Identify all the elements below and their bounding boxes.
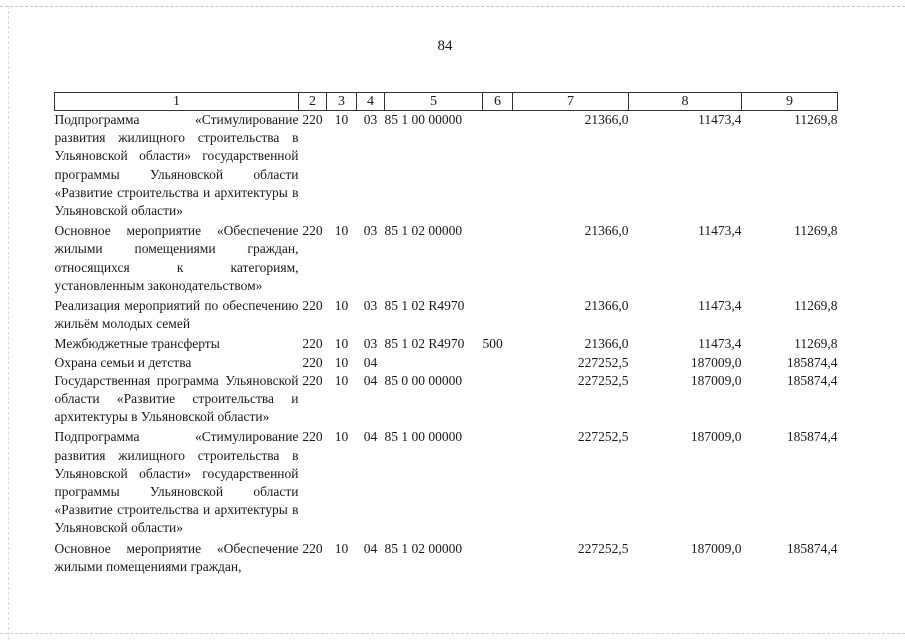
row-subsection-code: 04 bbox=[363, 540, 378, 556]
row-amount-2: 187009,0 bbox=[690, 429, 742, 445]
table-row bbox=[55, 538, 838, 576]
row-amount-2: 11473,4 bbox=[698, 223, 742, 239]
row-name: Реализация мероприятий по обеспечению жильём молодых семей bbox=[54, 298, 299, 332]
row-amount-1: 227252,5 bbox=[577, 429, 629, 445]
row-amount-1: 21366,0 bbox=[584, 336, 629, 352]
row-subsection-code: 03 bbox=[363, 112, 378, 127]
row-name: Основное мероприятие «Обеспечение жилыми помещениями граждан, bbox=[54, 540, 299, 574]
row-name: Подпрограмма «Стимулирование развития жилищного строительства в Ульяновской области» государственной программы Ульяновской области «Развитие строительства и архитектуры в Ульяновской области» bbox=[54, 429, 299, 536]
column-header: 7 bbox=[513, 93, 629, 111]
row-ministry-code: 220 bbox=[302, 336, 323, 352]
row-expense-type bbox=[483, 426, 513, 537]
row-ministry-code: 220 bbox=[302, 223, 323, 239]
row-section-code: 10 bbox=[334, 429, 349, 445]
table-row bbox=[55, 372, 838, 427]
table-row bbox=[55, 220, 838, 295]
column-header: 1 bbox=[55, 93, 299, 111]
row-section-code: 10 bbox=[334, 354, 349, 370]
row-expense-type bbox=[483, 354, 513, 372]
table-row bbox=[55, 333, 838, 353]
row-ministry-code: 220 bbox=[302, 540, 323, 556]
row-subsection-code: 03 bbox=[363, 223, 378, 239]
row-amount-3: 185874,4 bbox=[786, 372, 838, 388]
row-ministry-code: 220 bbox=[302, 372, 323, 388]
row-section-code: 10 bbox=[334, 112, 349, 127]
row-section-code: 10 bbox=[334, 336, 349, 352]
row-section-code: 10 bbox=[334, 540, 349, 556]
row-amount-3: 185874,4 bbox=[786, 540, 838, 556]
row-amount-3: 11269,8 bbox=[794, 298, 838, 314]
table-row bbox=[55, 354, 838, 372]
row-ministry-code: 220 bbox=[302, 112, 323, 127]
row-amount-3: 11269,8 bbox=[794, 112, 838, 127]
row-section-code: 10 bbox=[334, 223, 349, 239]
row-amount-2: 187009,0 bbox=[690, 540, 742, 556]
row-amount-1: 21366,0 bbox=[584, 298, 629, 314]
row-section-code: 10 bbox=[334, 372, 349, 388]
row-amount-1: 227252,5 bbox=[577, 372, 629, 388]
row-amount-1: 227252,5 bbox=[577, 354, 629, 370]
row-amount-1: 227252,5 bbox=[577, 540, 629, 556]
row-amount-2: 11473,4 bbox=[698, 298, 742, 314]
row-subsection-code: 03 bbox=[363, 298, 378, 314]
row-ministry-code: 220 bbox=[302, 429, 323, 445]
row-subsection-code: 04 bbox=[363, 429, 378, 445]
row-expense-type: 500 bbox=[482, 336, 503, 352]
row-target-code bbox=[385, 354, 483, 372]
row-name: Подпрограмма «Стимулирование развития жилищного строительства в Ульяновской области» государственной программы Ульяновской области «Развитие строительства и архитектуры в Ульяновской области» bbox=[54, 112, 299, 219]
table-row bbox=[55, 111, 838, 221]
row-amount-3: 185874,4 bbox=[786, 354, 838, 370]
row-target-code: 85 0 00 00000 bbox=[384, 372, 463, 388]
row-expense-type bbox=[483, 220, 513, 295]
column-header: 9 bbox=[742, 93, 838, 111]
row-subsection-code: 04 bbox=[363, 354, 378, 370]
row-subsection-code: 03 bbox=[363, 336, 378, 352]
column-header: 8 bbox=[629, 93, 742, 111]
row-ministry-code: 220 bbox=[302, 298, 323, 314]
row-expense-type bbox=[483, 538, 513, 576]
row-amount-3: 11269,8 bbox=[794, 223, 838, 239]
scan-edge-top bbox=[0, 6, 905, 7]
row-amount-3: 11269,8 bbox=[794, 336, 838, 352]
row-section-code: 10 bbox=[334, 298, 349, 314]
row-target-code: 85 1 02 00000 bbox=[384, 223, 463, 239]
table-header-row bbox=[55, 93, 838, 111]
page-number: 84 bbox=[437, 38, 453, 54]
row-amount-2: 11473,4 bbox=[698, 112, 742, 127]
row-amount-1: 21366,0 bbox=[584, 223, 629, 239]
table-row bbox=[55, 426, 838, 537]
column-header: 4 bbox=[357, 93, 385, 111]
row-name: Государственная программа Ульяновской области «Развитие строительства и архитектуры в Ульяновской области» bbox=[54, 372, 299, 425]
row-amount-2: 11473,4 bbox=[698, 336, 742, 352]
row-target-code: 85 1 00 00000 bbox=[384, 112, 463, 127]
column-header: 5 bbox=[385, 93, 483, 111]
row-name: Охрана семьи и детства bbox=[54, 354, 192, 370]
scan-edge-bottom bbox=[0, 633, 905, 634]
row-amount-2: 187009,0 bbox=[690, 372, 742, 388]
column-header: 3 bbox=[327, 93, 357, 111]
row-target-code: 85 1 02 R4970 bbox=[384, 336, 465, 352]
column-header: 2 bbox=[299, 93, 327, 111]
row-target-code: 85 1 02 R4970 bbox=[384, 298, 465, 314]
row-target-code: 85 1 00 00000 bbox=[384, 429, 463, 445]
row-amount-3: 185874,4 bbox=[786, 429, 838, 445]
row-name: Межбюджетные трансферты bbox=[54, 336, 220, 352]
row-amount-2: 187009,0 bbox=[690, 354, 742, 370]
budget-table-wrapper bbox=[54, 92, 838, 576]
row-ministry-code: 220 bbox=[302, 354, 323, 370]
row-expense-type bbox=[483, 372, 513, 427]
column-header: 6 bbox=[483, 93, 513, 111]
row-expense-type bbox=[483, 111, 513, 221]
scan-edge-left bbox=[8, 6, 9, 640]
table-row bbox=[55, 295, 838, 333]
row-expense-type bbox=[483, 295, 513, 333]
row-amount-1: 21366,0 bbox=[584, 112, 629, 127]
budget-table bbox=[54, 92, 838, 576]
row-subsection-code: 04 bbox=[363, 372, 378, 388]
row-name: Основное мероприятие «Обеспечение жилыми помещениями граждан, относящихся к категориям, установленным законодательством» bbox=[54, 223, 299, 293]
row-target-code: 85 1 02 00000 bbox=[384, 540, 463, 556]
